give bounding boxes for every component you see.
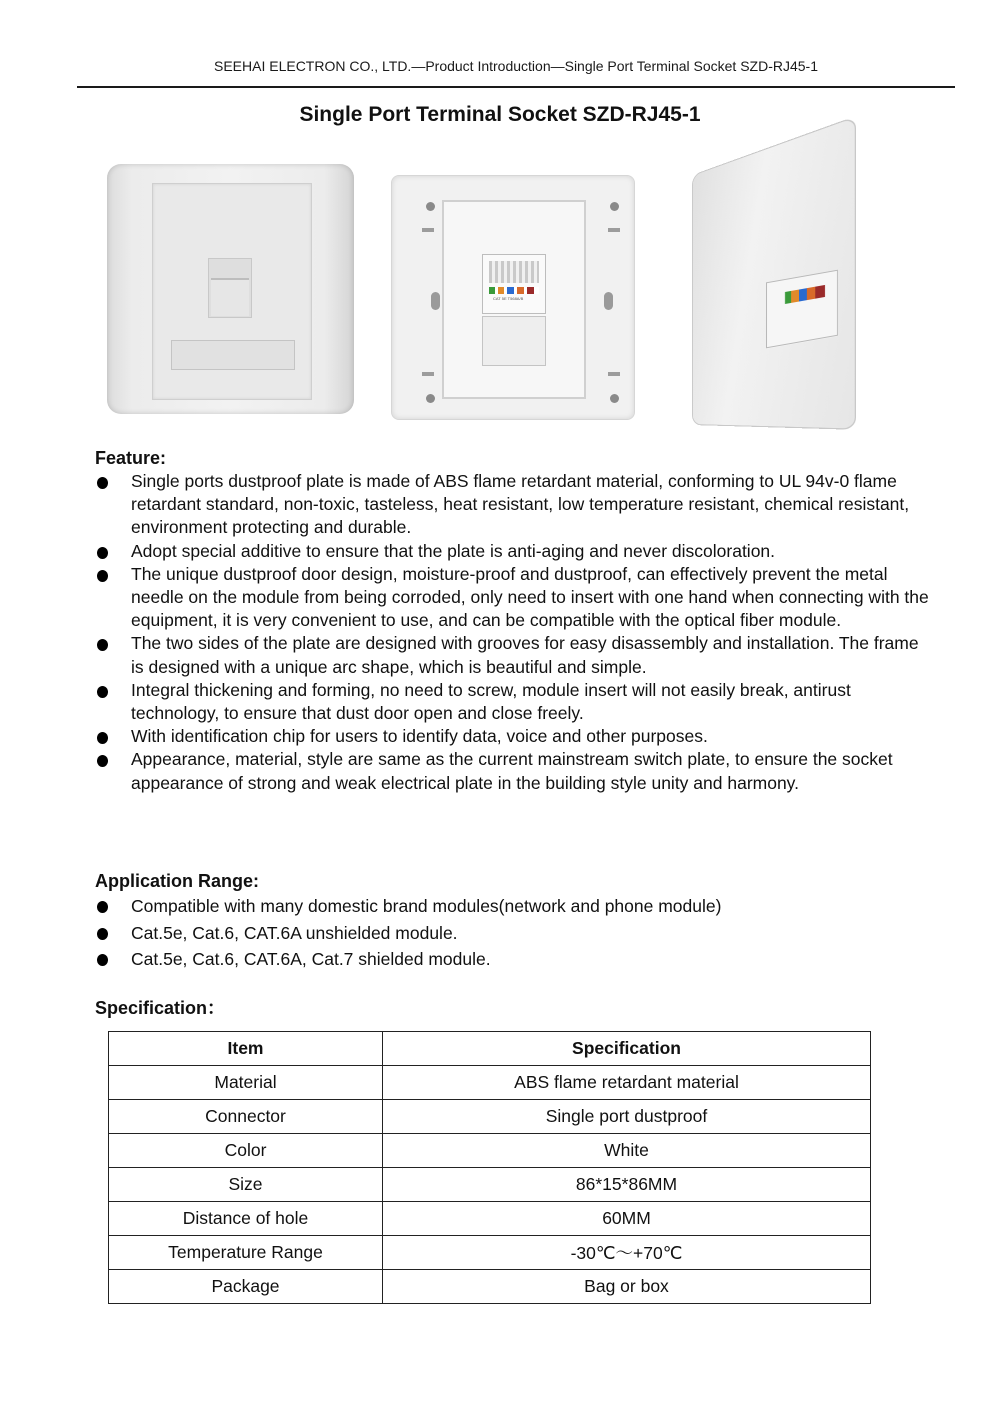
wire-color-code: [785, 285, 825, 304]
mount-slot-icon: [431, 292, 440, 310]
bullet-icon: [97, 639, 108, 651]
spec-cell: Bag or box: [383, 1270, 871, 1304]
keystone-module: [482, 254, 546, 314]
application-section: [95, 869, 935, 973]
spec-cell: White: [383, 1134, 871, 1168]
groove-tab: [422, 228, 434, 232]
bullet-icon: [97, 686, 108, 698]
column-header-item: Item: [109, 1032, 383, 1066]
bullet-icon: [97, 477, 108, 489]
table-row: [109, 1066, 871, 1100]
module-label: CAT 5E T568A/B: [493, 296, 524, 301]
feature-section: [95, 446, 935, 795]
keystone-module: [766, 270, 838, 349]
screw-hole-icon: [426, 394, 435, 403]
item-cell: Distance of hole: [109, 1202, 383, 1236]
idc-contacts: [489, 261, 539, 283]
mount-slot-icon: [604, 292, 613, 310]
screw-hole-icon: [610, 202, 619, 211]
list-item: Cat.5e, Cat.6, CAT.6A, Cat.7 shielded module.: [95, 946, 935, 973]
specification-table: [108, 1031, 871, 1304]
bullet-icon: [97, 732, 108, 744]
faceplate-frame: [152, 183, 312, 400]
product-photos: [0, 155, 1000, 435]
item-cell: Package: [109, 1270, 383, 1304]
list-item: Adopt special additive to ensure that the plate is anti-aging and never discoloration.: [95, 540, 935, 563]
identification-chip: [171, 340, 295, 370]
table-row: [109, 1202, 871, 1236]
list-item: Integral thickening and forming, no need to screw, module insert will not easily break, antirust technology, to ensure that dust door open and close freely.: [95, 679, 935, 725]
groove-tab: [422, 372, 434, 376]
spec-cell: 60MM: [383, 1202, 871, 1236]
rj45-port-icon: [208, 258, 252, 318]
application-heading: Application Range:: [95, 871, 260, 891]
bullet-icon: [97, 570, 108, 582]
list-item: The unique dustproof door design, moisture-proof and dustproof, can effectively prevent the metal needle on the module from being corroded, only need to insert with one hand when connecting with the equipment, it is very convenient to use, and can be compatible with the optical fiber module.: [95, 563, 935, 633]
item-cell: Temperature Range: [109, 1236, 383, 1270]
spec-cell: ABS flame retardant material: [383, 1066, 871, 1100]
bullet-icon: [97, 901, 108, 913]
application-list: [95, 893, 935, 973]
list-item: The two sides of the plate are designed with grooves for easy disassembly and installation. The frame is designed with a unique arc shape, which is beautiful and simple.: [95, 632, 935, 678]
item-cell: Connector: [109, 1100, 383, 1134]
table-row: [109, 1168, 871, 1202]
bullet-icon: [97, 954, 108, 966]
groove-tab: [608, 372, 620, 376]
specification-heading: Specification：: [95, 998, 226, 1018]
screw-hole-icon: [610, 394, 619, 403]
table-header-row: [109, 1032, 871, 1066]
table-row: [109, 1270, 871, 1304]
list-item: Cat.5e, Cat.6, CAT.6A unshielded module.: [95, 920, 935, 947]
spec-cell: 86*15*86MM: [383, 1168, 871, 1202]
specification-section: [95, 996, 935, 1020]
bullet-icon: [97, 547, 108, 559]
page-title: Single Port Terminal Socket SZD-RJ45-1: [299, 103, 701, 126]
table-row: [109, 1100, 871, 1134]
table-row: [109, 1236, 871, 1270]
list-item: Compatible with many domestic brand modules(network and phone module): [95, 893, 935, 920]
feature-list: [95, 470, 935, 795]
header-rule: [77, 86, 955, 88]
item-cell: Color: [109, 1134, 383, 1168]
bullet-icon: [97, 755, 108, 767]
photo-front-view: [107, 164, 354, 414]
spec-cell: -30℃～+70℃: [383, 1236, 871, 1270]
wire-color-code: [489, 287, 539, 294]
screw-hole-icon: [426, 202, 435, 211]
running-header: SEEHAI ELECTRON CO., LTD.—Product Introduction—Single Port Terminal Socket SZD-RJ45-1: [213, 58, 819, 74]
spec-cell: Single port dustproof: [383, 1100, 871, 1134]
list-item: Single ports dustproof plate is made of ABS flame retardant material, conforming to UL 94v-0 flame retardant standard, non-toxic, tasteless, heat resistant, low temperature resistant, chemical resistant, environment protecting and durable.: [95, 470, 935, 540]
rear-door-housing: [482, 316, 546, 366]
list-item: Appearance, material, style are same as the current mainstream switch plate, to ensure the socket appearance of strong and weak electrical plate in the building style unity and harmony.: [95, 748, 935, 794]
groove-tab: [608, 228, 620, 232]
table-row: [109, 1134, 871, 1168]
bullet-icon: [97, 928, 108, 940]
photo-rear-view: [391, 175, 635, 420]
item-cell: Size: [109, 1168, 383, 1202]
feature-heading: Feature:: [95, 448, 167, 468]
photo-angled-view: [686, 161, 846, 429]
dust-door: [211, 278, 249, 316]
list-item: With identification chip for users to identify data, voice and other purposes.: [95, 725, 935, 748]
column-header-specification: Specification: [383, 1032, 871, 1066]
item-cell: Material: [109, 1066, 383, 1100]
